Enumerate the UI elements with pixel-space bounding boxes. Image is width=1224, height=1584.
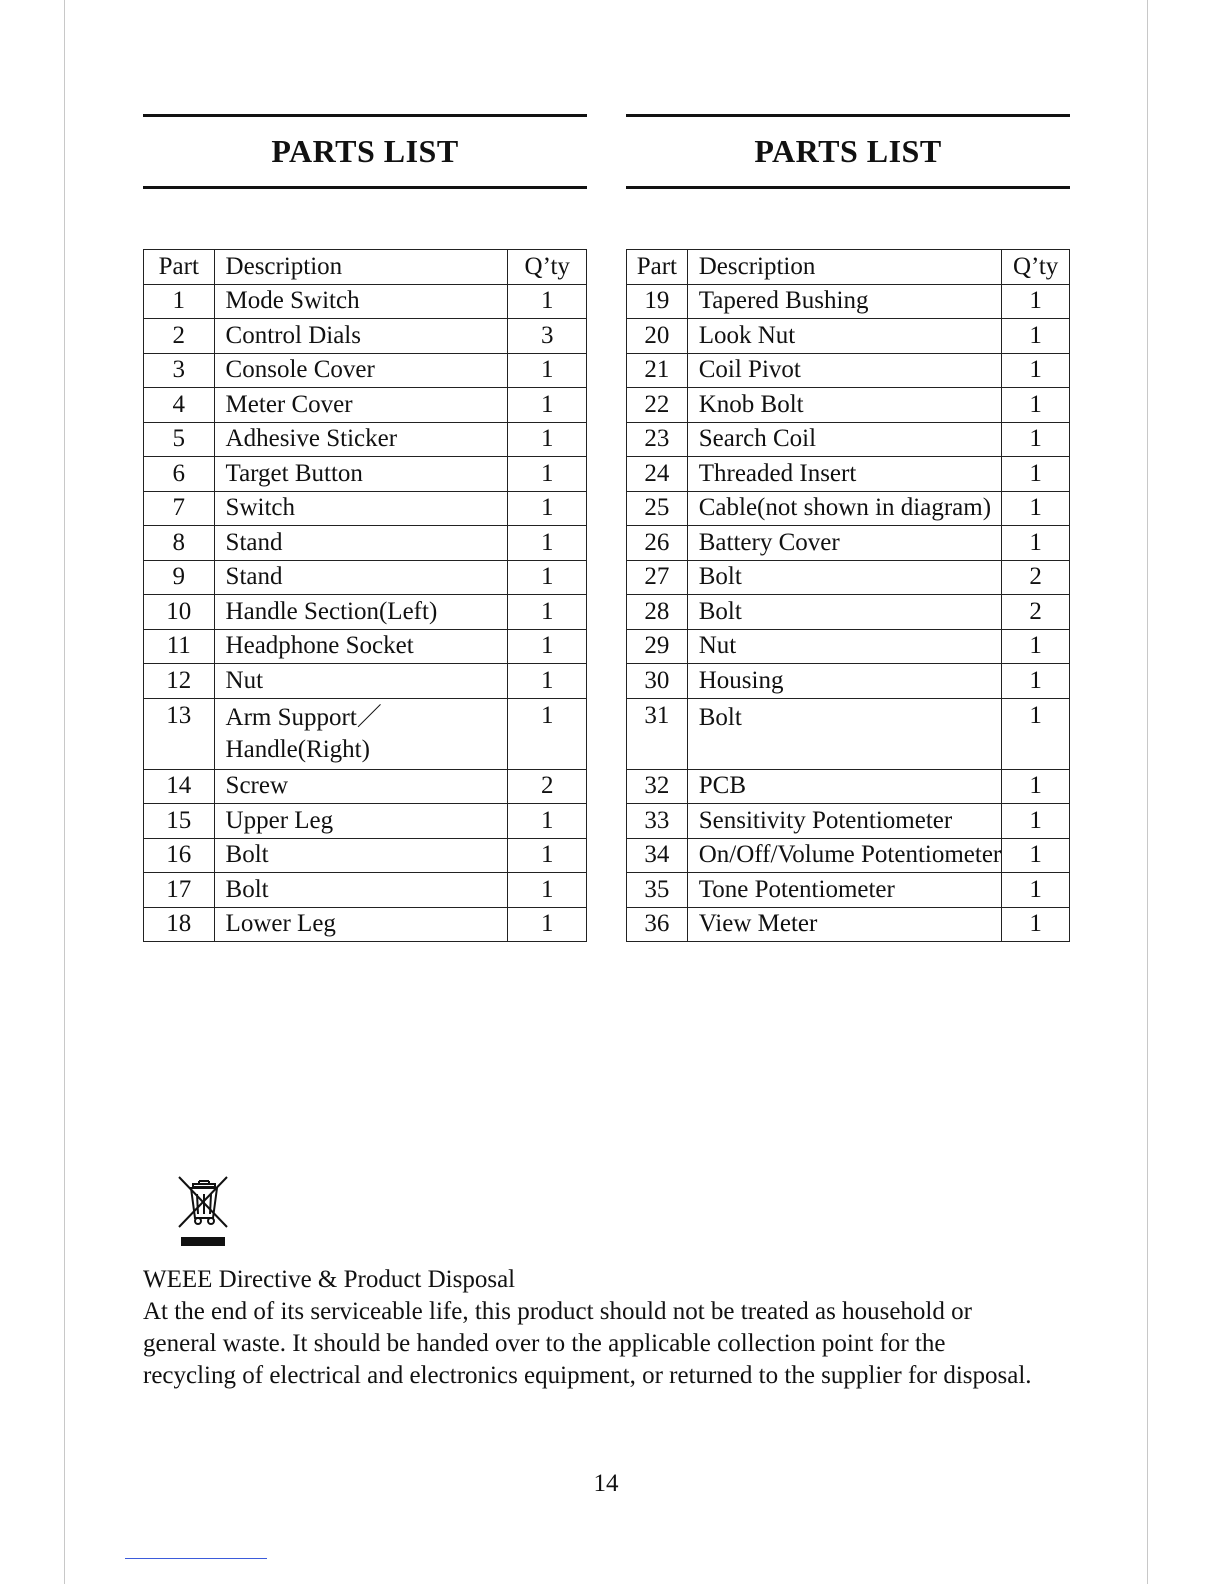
- part-number-cell: 9: [144, 560, 215, 595]
- part-number-cell: 26: [627, 526, 688, 561]
- part-number-cell: 10: [144, 595, 215, 630]
- qty-cell: 1: [1002, 491, 1070, 526]
- page-border-right: [1147, 0, 1148, 1584]
- description-cell: Console Cover: [214, 353, 508, 388]
- description-cell: Screw: [214, 769, 508, 804]
- qty-cell: 1: [508, 838, 587, 873]
- parts-list-heading: PARTS LIST: [271, 133, 459, 169]
- description-cell: Threaded Insert: [687, 457, 1002, 492]
- part-number-cell: 23: [627, 422, 688, 457]
- part-number-cell: 33: [627, 804, 688, 839]
- part-number-cell: 32: [627, 769, 688, 804]
- column-header-description: Description: [214, 250, 508, 285]
- part-number-cell: 31: [627, 698, 688, 769]
- part-number-cell: 29: [627, 629, 688, 664]
- qty-cell: 1: [508, 664, 587, 699]
- parts-list-right: [626, 114, 1070, 938]
- table-row: [144, 457, 587, 492]
- qty-cell: 1: [1002, 526, 1070, 561]
- part-number-cell: 8: [144, 526, 215, 561]
- table-row: [627, 595, 1070, 630]
- part-number-cell: 16: [144, 838, 215, 873]
- table-row: [144, 769, 587, 804]
- description-cell: Headphone Socket: [214, 629, 508, 664]
- part-number-cell: 3: [144, 353, 215, 388]
- qty-cell: 1: [1002, 457, 1070, 492]
- description-cell: Mode Switch: [214, 284, 508, 319]
- parts-table-left: [143, 249, 587, 942]
- part-number-cell: 34: [627, 838, 688, 873]
- table-row: [627, 664, 1070, 699]
- qty-cell: 1: [508, 388, 587, 423]
- qty-cell: 1: [1002, 838, 1070, 873]
- qty-cell: 1: [508, 526, 587, 561]
- qty-cell: 1: [1002, 353, 1070, 388]
- qty-cell: 1: [1002, 319, 1070, 354]
- heading-bottom-rule: [143, 186, 587, 189]
- part-number-cell: 2: [144, 319, 215, 354]
- description-cell: Coil Pivot: [687, 353, 1002, 388]
- link-underline: [125, 1558, 267, 1559]
- part-number-cell: 25: [627, 491, 688, 526]
- description-cell: Switch: [214, 491, 508, 526]
- qty-cell: 1: [508, 422, 587, 457]
- description-cell: Bolt: [687, 560, 1002, 595]
- description-cell: Bolt: [687, 595, 1002, 630]
- description-cell: Look Nut: [687, 319, 1002, 354]
- description-cell: Bolt: [214, 838, 508, 873]
- table-row: [627, 319, 1070, 354]
- part-number-cell: 1: [144, 284, 215, 319]
- qty-cell: 1: [508, 698, 587, 769]
- table-row: [144, 422, 587, 457]
- qty-cell: 1: [508, 873, 587, 908]
- qty-cell: 1: [508, 491, 587, 526]
- table-row: [144, 388, 587, 423]
- table-row: [627, 388, 1070, 423]
- table-row: [627, 284, 1070, 319]
- description-cell: Knob Bolt: [687, 388, 1002, 423]
- part-number-cell: 6: [144, 457, 215, 492]
- page-border-left: [64, 0, 65, 1584]
- part-number-cell: 28: [627, 595, 688, 630]
- description-cell: View Meter: [687, 907, 1002, 942]
- table-header-row: [144, 250, 587, 285]
- table-row: [627, 629, 1070, 664]
- column-header-part: Part: [627, 250, 688, 285]
- table-row: [144, 873, 587, 908]
- table-row: [627, 698, 1070, 769]
- description-cell: On/Off/Volume Potentiometer: [687, 838, 1002, 873]
- description-cell: Stand: [214, 526, 508, 561]
- description-cell: Lower Leg: [214, 907, 508, 942]
- description-cell: Stand: [214, 560, 508, 595]
- qty-cell: 1: [508, 804, 587, 839]
- description-cell: PCB: [687, 769, 1002, 804]
- qty-cell: 2: [508, 769, 587, 804]
- table-row: [144, 664, 587, 699]
- part-number-cell: 7: [144, 491, 215, 526]
- column-header-qty: Q’ty: [1002, 250, 1070, 285]
- description-cell: Nut: [687, 629, 1002, 664]
- part-number-cell: 17: [144, 873, 215, 908]
- table-row: [627, 838, 1070, 873]
- column-header-description: Description: [687, 250, 1002, 285]
- qty-cell: 2: [1002, 595, 1070, 630]
- part-number-cell: 18: [144, 907, 215, 942]
- qty-cell: 1: [508, 457, 587, 492]
- qty-cell: 1: [1002, 769, 1070, 804]
- qty-cell: 1: [508, 353, 587, 388]
- table-row: [627, 491, 1070, 526]
- column-header-part: Part: [144, 250, 215, 285]
- part-number-cell: 35: [627, 873, 688, 908]
- description-cell: Adhesive Sticker: [214, 422, 508, 457]
- qty-cell: 1: [1002, 664, 1070, 699]
- part-number-cell: 22: [627, 388, 688, 423]
- qty-cell: 2: [1002, 560, 1070, 595]
- part-number-cell: 19: [627, 284, 688, 319]
- table-row: [627, 907, 1070, 942]
- qty-cell: 1: [1002, 873, 1070, 908]
- table-row: [144, 804, 587, 839]
- page-number: 14: [593, 1470, 619, 1497]
- qty-cell: 1: [1002, 629, 1070, 664]
- part-number-cell: 15: [144, 804, 215, 839]
- description-cell: Tone Potentiometer: [687, 873, 1002, 908]
- table-row: [144, 560, 587, 595]
- description-cell: Battery Cover: [687, 526, 1002, 561]
- table-row: [144, 907, 587, 942]
- qty-cell: 1: [1002, 907, 1070, 942]
- table-row: [627, 526, 1070, 561]
- table-row: [627, 353, 1070, 388]
- qty-cell: 3: [508, 319, 587, 354]
- part-number-cell: 12: [144, 664, 215, 699]
- part-number-cell: 13: [144, 698, 215, 769]
- weee-body: At the end of its serviceable life, this product should not be treated as household or general waste. It should be handed over to the applicable collection point for the recycling of electrical and electronics equipment, or returned to the supplier for disposal.: [143, 1298, 1032, 1389]
- description-cell: Cable(not shown in diagram): [687, 491, 1002, 526]
- description-cell: Bolt: [687, 698, 1002, 769]
- qty-cell: 1: [1002, 284, 1070, 319]
- qty-cell: 1: [508, 595, 587, 630]
- parts-list-heading: PARTS LIST: [754, 133, 942, 169]
- qty-cell: 1: [1002, 698, 1070, 769]
- crossed-out-wheelie-bin-icon: [176, 1174, 230, 1250]
- part-number-cell: 14: [144, 769, 215, 804]
- description-cell: Tapered Bushing: [687, 284, 1002, 319]
- table-header-row: [627, 250, 1070, 285]
- weee-title: WEEE Directive & Product Disposal: [143, 1266, 516, 1293]
- table-row: [144, 698, 587, 769]
- table-row: [144, 838, 587, 873]
- description-cell: Sensitivity Potentiometer: [687, 804, 1002, 839]
- description-cell: Housing: [687, 664, 1002, 699]
- table-row: [144, 595, 587, 630]
- heading-bottom-rule: [626, 186, 1070, 189]
- qty-cell: 1: [1002, 804, 1070, 839]
- table-row: [144, 526, 587, 561]
- description-cell: Control Dials: [214, 319, 508, 354]
- description-cell: Meter Cover: [214, 388, 508, 423]
- table-row: [627, 422, 1070, 457]
- qty-cell: 1: [508, 560, 587, 595]
- table-row: [144, 629, 587, 664]
- table-row: [144, 491, 587, 526]
- table-row: [627, 769, 1070, 804]
- part-number-cell: 21: [627, 353, 688, 388]
- description-cell: Nut: [214, 664, 508, 699]
- part-number-cell: 30: [627, 664, 688, 699]
- part-number-cell: 11: [144, 629, 215, 664]
- table-row: [627, 560, 1070, 595]
- parts-table-right: [626, 249, 1070, 942]
- table-row: [627, 873, 1070, 908]
- part-number-cell: 5: [144, 422, 215, 457]
- description-cell: Handle Section(Left): [214, 595, 508, 630]
- table-row: [144, 353, 587, 388]
- description-cell: Arm Support／ Handle(Right): [214, 698, 508, 769]
- qty-cell: 1: [1002, 422, 1070, 457]
- column-header-qty: Q’ty: [508, 250, 587, 285]
- part-number-cell: 24: [627, 457, 688, 492]
- table-row: [627, 457, 1070, 492]
- part-number-cell: 4: [144, 388, 215, 423]
- qty-cell: 1: [1002, 388, 1070, 423]
- description-cell: Upper Leg: [214, 804, 508, 839]
- description-cell: Search Coil: [687, 422, 1002, 457]
- part-number-cell: 36: [627, 907, 688, 942]
- qty-cell: 1: [508, 284, 587, 319]
- table-row: [144, 319, 587, 354]
- qty-cell: 1: [508, 907, 587, 942]
- qty-cell: 1: [508, 629, 587, 664]
- part-number-cell: 20: [627, 319, 688, 354]
- table-row: [627, 804, 1070, 839]
- parts-list-left: [143, 114, 587, 938]
- description-cell: Target Button: [214, 457, 508, 492]
- description-cell: Bolt: [214, 873, 508, 908]
- part-number-cell: 27: [627, 560, 688, 595]
- table-row: [144, 284, 587, 319]
